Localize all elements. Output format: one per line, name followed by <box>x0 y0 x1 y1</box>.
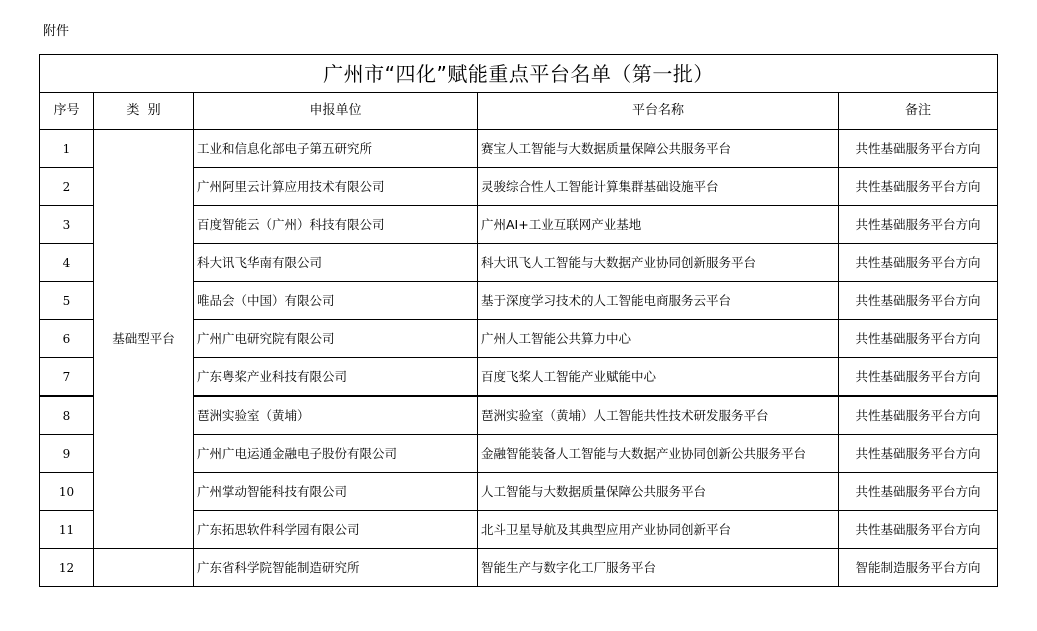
cell-platform: 灵骏综合性人工智能计算集群基础设施平台 <box>478 168 839 206</box>
category-basic-platform: 基础型平台 <box>94 130 194 549</box>
cell-unit: 广州广电运通金融电子股份有限公司 <box>194 435 478 473</box>
table-title: 广州市“四化”赋能重点平台名单（第一批） <box>40 55 998 93</box>
cell-seq: 4 <box>40 244 94 282</box>
cell-platform: 智能生产与数字化工厂服务平台 <box>478 549 839 587</box>
cell-seq: 5 <box>40 282 94 320</box>
header-seq: 序号 <box>40 93 94 130</box>
platform-list-table-container <box>39 54 997 587</box>
cell-platform: 广州AI+工业互联网产业基地 <box>478 206 839 244</box>
cell-note: 共性基础服务平台方向 <box>839 473 998 511</box>
header-category: 类 别 <box>94 93 194 130</box>
cell-platform: 人工智能与大数据质量保障公共服务平台 <box>478 473 839 511</box>
cell-platform: 科大讯飞人工智能与大数据产业协同创新服务平台 <box>478 244 839 282</box>
cell-platform: 北斗卫星导航及其典型应用产业协同创新平台 <box>478 511 839 549</box>
cell-unit: 广东粤桨产业科技有限公司 <box>194 358 478 397</box>
cell-unit: 科大讯飞华南有限公司 <box>194 244 478 282</box>
cell-note: 共性基础服务平台方向 <box>839 282 998 320</box>
cell-platform: 百度飞桨人工智能产业赋能中心 <box>478 358 839 397</box>
cell-note: 共性基础服务平台方向 <box>839 435 998 473</box>
cell-seq: 2 <box>40 168 94 206</box>
cell-unit: 工业和信息化部电子第五研究所 <box>194 130 478 168</box>
cell-seq: 11 <box>40 511 94 549</box>
cell-note: 共性基础服务平台方向 <box>839 130 998 168</box>
cell-seq: 3 <box>40 206 94 244</box>
cell-note: 共性基础服务平台方向 <box>839 396 998 435</box>
cell-unit: 广东省科学院智能制造研究所 <box>194 549 478 587</box>
cell-unit: 唯品会（中国）有限公司 <box>194 282 478 320</box>
header-unit: 申报单位 <box>194 93 478 130</box>
category-empty-cell <box>94 549 194 587</box>
cell-unit: 广东拓思软件科学园有限公司 <box>194 511 478 549</box>
header-platform: 平台名称 <box>478 93 839 130</box>
cell-unit: 百度智能云（广州）科技有限公司 <box>194 206 478 244</box>
table-row <box>40 130 998 168</box>
cell-platform: 金融智能装备人工智能与大数据产业协同创新公共服务平台 <box>478 435 839 473</box>
cell-platform: 广州人工智能公共算力中心 <box>478 320 839 358</box>
platform-list-table <box>39 54 998 587</box>
cell-seq: 6 <box>40 320 94 358</box>
cell-note: 共性基础服务平台方向 <box>839 244 998 282</box>
cell-note: 共性基础服务平台方向 <box>839 358 998 397</box>
cell-unit: 广州掌动智能科技有限公司 <box>194 473 478 511</box>
cell-seq: 7 <box>40 358 94 397</box>
cell-platform: 琶洲实验室（黄埔）人工智能共性技术研发服务平台 <box>478 396 839 435</box>
header-note: 备注 <box>839 93 998 130</box>
cell-platform: 赛宝人工智能与大数据质量保障公共服务平台 <box>478 130 839 168</box>
cell-seq: 8 <box>40 396 94 435</box>
cell-seq: 9 <box>40 435 94 473</box>
cell-platform: 基于深度学习技术的人工智能电商服务云平台 <box>478 282 839 320</box>
cell-note: 共性基础服务平台方向 <box>839 168 998 206</box>
cell-seq: 10 <box>40 473 94 511</box>
cell-unit: 广州阿里云计算应用技术有限公司 <box>194 168 478 206</box>
attachment-label: 附件 <box>43 24 70 39</box>
cell-seq: 12 <box>40 549 94 587</box>
cell-note: 共性基础服务平台方向 <box>839 206 998 244</box>
cell-note: 共性基础服务平台方向 <box>839 511 998 549</box>
cell-seq: 1 <box>40 130 94 168</box>
cell-note: 智能制造服务平台方向 <box>839 549 998 587</box>
table-row <box>40 549 998 587</box>
cell-unit: 琶洲实验室（黄埔） <box>194 396 478 435</box>
cell-unit: 广州广电研究院有限公司 <box>194 320 478 358</box>
cell-note: 共性基础服务平台方向 <box>839 320 998 358</box>
header-row <box>40 93 998 130</box>
